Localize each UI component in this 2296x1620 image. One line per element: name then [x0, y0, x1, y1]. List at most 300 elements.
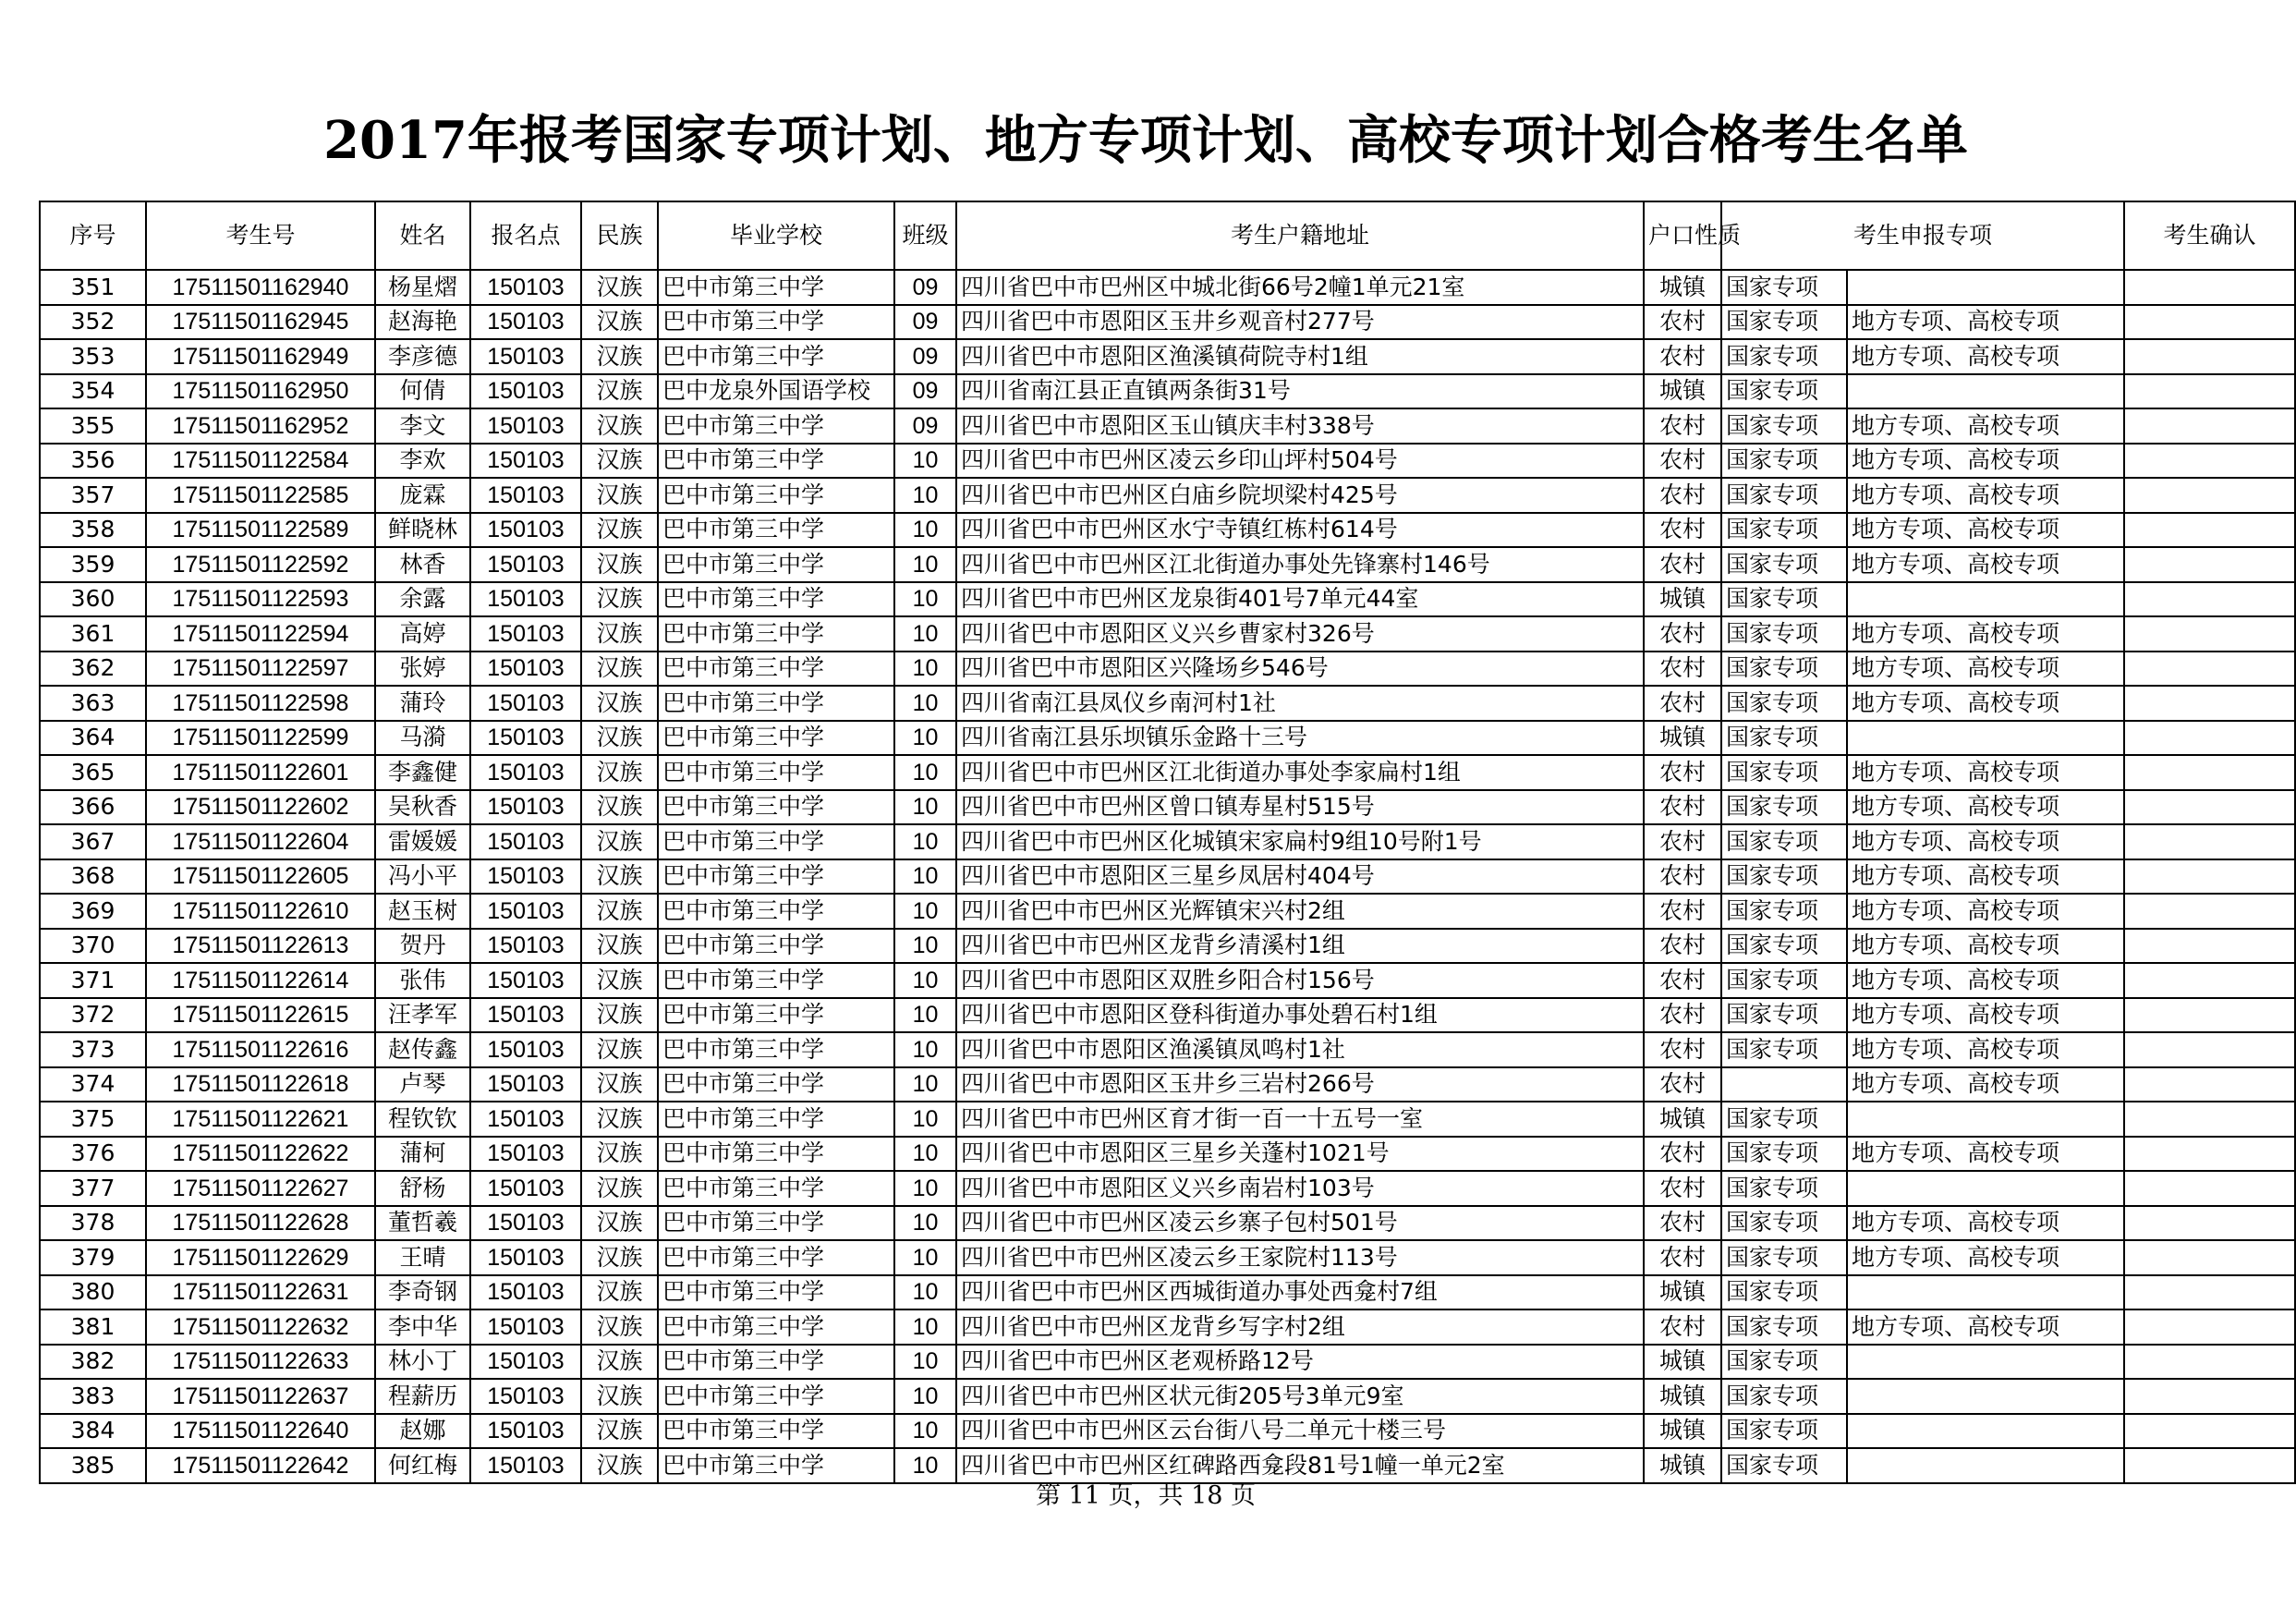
cell-class: 10	[894, 582, 956, 617]
cell-name: 蒲柯	[375, 1137, 470, 1172]
cell-address: 四川省巴中市恩阳区渔溪镇荷院寺村1组	[956, 339, 1644, 374]
cell-school: 巴中市第三中学	[658, 652, 894, 687]
cell-school: 巴中市第三中学	[658, 513, 894, 548]
cell-class: 10	[894, 686, 956, 721]
cell-seq: 356	[40, 444, 146, 479]
cell-plan-national: 国家专项	[1721, 1032, 1847, 1067]
cell-reg-point: 150103	[470, 305, 581, 340]
table-row	[40, 1102, 2295, 1137]
cell-plan-local: 地方专项、高校专项	[1847, 790, 2124, 825]
cell-plan-local: 地方专项、高校专项	[1847, 755, 2124, 790]
cell-seq: 355	[40, 408, 146, 444]
cell-hukou: 农村	[1644, 998, 1721, 1033]
cell-plan-local	[1847, 1102, 2124, 1137]
cell-reg-point: 150103	[470, 824, 581, 859]
cell-plan-national: 国家专项	[1721, 929, 1847, 964]
cell-class: 10	[894, 824, 956, 859]
cell-confirm	[2124, 1102, 2295, 1137]
cell-exam-no: 17511501122642	[146, 1448, 375, 1483]
cell-school: 巴中市第三中学	[658, 963, 894, 998]
table-row	[40, 963, 2295, 998]
cell-plan-national: 国家专项	[1721, 1206, 1847, 1241]
cell-name: 庞霖	[375, 478, 470, 513]
cell-plan-local	[1847, 1171, 2124, 1206]
cell-seq: 381	[40, 1309, 146, 1345]
cell-hukou: 农村	[1644, 1171, 1721, 1206]
cell-address: 四川省巴中市恩阳区渔溪镇凤鸣村1社	[956, 1032, 1644, 1067]
cell-seq: 382	[40, 1345, 146, 1380]
cell-reg-point: 150103	[470, 859, 581, 895]
cell-address: 四川省巴中市巴州区红碑路西龛段81号1幢一单元2室	[956, 1448, 1644, 1483]
cell-plan-local: 地方专项、高校专项	[1847, 1309, 2124, 1345]
cell-seq: 385	[40, 1448, 146, 1483]
cell-name: 张伟	[375, 963, 470, 998]
cell-confirm	[2124, 1240, 2295, 1275]
cell-exam-no: 17511501122592	[146, 547, 375, 582]
cell-plan-national: 国家专项	[1721, 1137, 1847, 1172]
cell-plan-local: 地方专项、高校专项	[1847, 547, 2124, 582]
cell-class: 09	[894, 339, 956, 374]
cell-plan-local	[1847, 1345, 2124, 1380]
cell-seq: 378	[40, 1206, 146, 1241]
cell-exam-no: 17511501122614	[146, 963, 375, 998]
cell-seq: 365	[40, 755, 146, 790]
cell-confirm	[2124, 1275, 2295, 1310]
cell-confirm	[2124, 998, 2295, 1033]
cell-class: 10	[894, 755, 956, 790]
cell-ethnicity: 汉族	[581, 616, 658, 652]
cell-seq: 362	[40, 652, 146, 687]
header-seq: 序号	[40, 201, 146, 270]
cell-exam-no: 17511501122613	[146, 929, 375, 964]
cell-exam-no: 17511501122631	[146, 1275, 375, 1310]
cell-address: 四川省巴中市恩阳区义兴乡曹家村326号	[956, 616, 1644, 652]
cell-class: 10	[894, 1379, 956, 1414]
cell-confirm	[2124, 686, 2295, 721]
cell-ethnicity: 汉族	[581, 444, 658, 479]
table-row	[40, 270, 2295, 305]
table-row	[40, 859, 2295, 895]
table-row	[40, 305, 2295, 340]
cell-confirm	[2124, 721, 2295, 756]
cell-class: 10	[894, 1345, 956, 1380]
cell-seq: 359	[40, 547, 146, 582]
cell-name: 吴秋香	[375, 790, 470, 825]
cell-exam-no: 17511501122601	[146, 755, 375, 790]
header-school: 毕业学校	[658, 201, 894, 270]
cell-address: 四川省巴中市巴州区西城街道办事处西龛村7组	[956, 1275, 1644, 1310]
cell-hukou: 农村	[1644, 547, 1721, 582]
cell-plan-national: 国家专项	[1721, 444, 1847, 479]
cell-name: 李中华	[375, 1309, 470, 1345]
cell-address: 四川省巴中市巴州区水宁寺镇红栋村614号	[956, 513, 1644, 548]
cell-ethnicity: 汉族	[581, 755, 658, 790]
cell-plan-national: 国家专项	[1721, 547, 1847, 582]
cell-confirm	[2124, 824, 2295, 859]
cell-plan-national: 国家专项	[1721, 790, 1847, 825]
cell-address: 四川省巴中市巴州区化城镇宋家扁村9组10号附1号	[956, 824, 1644, 859]
cell-seq: 364	[40, 721, 146, 756]
cell-hukou: 农村	[1644, 1137, 1721, 1172]
cell-hukou: 农村	[1644, 616, 1721, 652]
cell-confirm	[2124, 582, 2295, 617]
table-row	[40, 652, 2295, 687]
cell-hukou: 城镇	[1644, 721, 1721, 756]
table-row	[40, 616, 2295, 652]
cell-reg-point: 150103	[470, 963, 581, 998]
cell-school: 巴中市第三中学	[658, 582, 894, 617]
table-row	[40, 1379, 2295, 1414]
cell-hukou: 农村	[1644, 1067, 1721, 1102]
cell-school: 巴中市第三中学	[658, 1102, 894, 1137]
table-row	[40, 444, 2295, 479]
cell-class: 10	[894, 894, 956, 929]
table-row	[40, 1275, 2295, 1310]
cell-plan-local: 地方专项、高校专项	[1847, 859, 2124, 895]
cell-confirm	[2124, 444, 2295, 479]
cell-seq: 373	[40, 1032, 146, 1067]
cell-reg-point: 150103	[470, 1309, 581, 1345]
cell-exam-no: 17511501162949	[146, 339, 375, 374]
cell-seq: 379	[40, 1240, 146, 1275]
cell-seq: 376	[40, 1137, 146, 1172]
header-ethnicity: 民族	[581, 201, 658, 270]
cell-exam-no: 17511501122604	[146, 824, 375, 859]
cell-plan-national: 国家专项	[1721, 1240, 1847, 1275]
cell-class: 10	[894, 1032, 956, 1067]
cell-name: 贺丹	[375, 929, 470, 964]
cell-plan-local: 地方专项、高校专项	[1847, 686, 2124, 721]
cell-confirm	[2124, 929, 2295, 964]
cell-hukou: 城镇	[1644, 270, 1721, 305]
cell-name: 鲜晓林	[375, 513, 470, 548]
cell-class: 09	[894, 408, 956, 444]
cell-class: 10	[894, 547, 956, 582]
header-name: 姓名	[375, 201, 470, 270]
table-row	[40, 1137, 2295, 1172]
cell-hukou: 农村	[1644, 824, 1721, 859]
cell-plan-local: 地方专项、高校专项	[1847, 305, 2124, 340]
cell-seq: 367	[40, 824, 146, 859]
cell-reg-point: 150103	[470, 1102, 581, 1137]
cell-reg-point: 150103	[470, 374, 581, 409]
cell-ethnicity: 汉族	[581, 1309, 658, 1345]
cell-plan-national: 国家专项	[1721, 1275, 1847, 1310]
cell-ethnicity: 汉族	[581, 790, 658, 825]
cell-address: 四川省巴中市恩阳区三星乡关蓬村1021号	[956, 1137, 1644, 1172]
cell-plan-local: 地方专项、高校专项	[1847, 652, 2124, 687]
cell-hukou: 城镇	[1644, 582, 1721, 617]
cell-plan-national: 国家专项	[1721, 963, 1847, 998]
cell-hukou: 城镇	[1644, 1345, 1721, 1380]
cell-confirm	[2124, 1309, 2295, 1345]
cell-seq: 354	[40, 374, 146, 409]
cell-school: 巴中市第三中学	[658, 444, 894, 479]
cell-plan-local	[1847, 1379, 2124, 1414]
cell-plan-national: 国家专项	[1721, 1171, 1847, 1206]
cell-address: 四川省巴中市恩阳区三星乡凤居村404号	[956, 859, 1644, 895]
cell-seq: 384	[40, 1414, 146, 1449]
cell-address: 四川省南江县凤仪乡南河村1社	[956, 686, 1644, 721]
header-exam-no: 考生号	[146, 201, 375, 270]
cell-ethnicity: 汉族	[581, 963, 658, 998]
cell-seq: 383	[40, 1379, 146, 1414]
cell-exam-no: 17511501122618	[146, 1067, 375, 1102]
cell-reg-point: 150103	[470, 547, 581, 582]
cell-reg-point: 150103	[470, 1067, 581, 1102]
cell-plan-national: 国家专项	[1721, 1414, 1847, 1449]
cell-confirm	[2124, 478, 2295, 513]
cell-name: 余露	[375, 582, 470, 617]
cell-reg-point: 150103	[470, 721, 581, 756]
cell-plan-local	[1847, 582, 2124, 617]
cell-ethnicity: 汉族	[581, 1137, 658, 1172]
cell-confirm	[2124, 305, 2295, 340]
cell-reg-point: 150103	[470, 408, 581, 444]
cell-confirm	[2124, 1067, 2295, 1102]
cell-ethnicity: 汉族	[581, 1206, 658, 1241]
cell-plan-local	[1847, 721, 2124, 756]
cell-seq: 361	[40, 616, 146, 652]
cell-address: 四川省巴中市恩阳区双胜乡阳合村156号	[956, 963, 1644, 998]
cell-hukou: 农村	[1644, 339, 1721, 374]
cell-hukou: 农村	[1644, 790, 1721, 825]
cell-hukou: 农村	[1644, 444, 1721, 479]
cell-address: 四川省巴中市恩阳区玉井乡观音村277号	[956, 305, 1644, 340]
header-reg-point: 报名点	[470, 201, 581, 270]
cell-plan-national: 国家专项	[1721, 270, 1847, 305]
cell-ethnicity: 汉族	[581, 1379, 658, 1414]
cell-reg-point: 150103	[470, 1275, 581, 1310]
cell-class: 10	[894, 652, 956, 687]
cell-exam-no: 17511501162945	[146, 305, 375, 340]
table-row	[40, 755, 2295, 790]
cell-plan-local: 地方专项、高校专项	[1847, 824, 2124, 859]
table-row	[40, 721, 2295, 756]
cell-class: 09	[894, 374, 956, 409]
table-row	[40, 1240, 2295, 1275]
cell-seq: 366	[40, 790, 146, 825]
cell-ethnicity: 汉族	[581, 1345, 658, 1380]
cell-name: 卢琴	[375, 1067, 470, 1102]
cell-plan-national: 国家专项	[1721, 686, 1847, 721]
cell-exam-no: 17511501122585	[146, 478, 375, 513]
table-row	[40, 374, 2295, 409]
cell-name: 林小丁	[375, 1345, 470, 1380]
cell-plan-local: 地方专项、高校专项	[1847, 444, 2124, 479]
cell-class: 10	[894, 444, 956, 479]
cell-address: 四川省巴中市巴州区凌云乡印山坪村504号	[956, 444, 1644, 479]
cell-address: 四川省巴中市巴州区龙背乡清溪村1组	[956, 929, 1644, 964]
cell-hukou: 农村	[1644, 408, 1721, 444]
cell-school: 巴中市第三中学	[658, 1309, 894, 1345]
cell-class: 10	[894, 998, 956, 1033]
cell-seq: 357	[40, 478, 146, 513]
cell-hukou: 农村	[1644, 1032, 1721, 1067]
cell-confirm	[2124, 1032, 2295, 1067]
cell-plan-national: 国家专项	[1721, 824, 1847, 859]
cell-hukou: 农村	[1644, 1240, 1721, 1275]
table-row	[40, 1414, 2295, 1449]
cell-school: 巴中市第三中学	[658, 305, 894, 340]
cell-reg-point: 150103	[470, 1414, 581, 1449]
cell-reg-point: 150103	[470, 1448, 581, 1483]
cell-seq: 358	[40, 513, 146, 548]
cell-class: 10	[894, 1137, 956, 1172]
cell-school: 巴中市第三中学	[658, 408, 894, 444]
cell-seq: 368	[40, 859, 146, 895]
cell-school: 巴中市第三中学	[658, 1379, 894, 1414]
cell-class: 09	[894, 270, 956, 305]
cell-plan-local	[1847, 1275, 2124, 1310]
cell-reg-point: 150103	[470, 1137, 581, 1172]
cell-reg-point: 150103	[470, 790, 581, 825]
cell-name: 杨星熠	[375, 270, 470, 305]
cell-plan-national: 国家专项	[1721, 305, 1847, 340]
cell-reg-point: 150103	[470, 1379, 581, 1414]
cell-seq: 377	[40, 1171, 146, 1206]
cell-seq: 369	[40, 894, 146, 929]
cell-ethnicity: 汉族	[581, 1067, 658, 1102]
header-row	[40, 201, 2295, 270]
cell-ethnicity: 汉族	[581, 824, 658, 859]
table-row	[40, 1345, 2295, 1380]
cell-ethnicity: 汉族	[581, 339, 658, 374]
cell-reg-point: 150103	[470, 755, 581, 790]
cell-ethnicity: 汉族	[581, 1032, 658, 1067]
cell-plan-national: 国家专项	[1721, 755, 1847, 790]
cell-school: 巴中市第三中学	[658, 998, 894, 1033]
cell-address: 四川省巴中市巴州区江北街道办事处先锋寨村146号	[956, 547, 1644, 582]
cell-confirm	[2124, 547, 2295, 582]
table-row	[40, 929, 2295, 964]
cell-address: 四川省巴中市恩阳区义兴乡南岩村103号	[956, 1171, 1644, 1206]
cell-name: 李文	[375, 408, 470, 444]
cell-class: 10	[894, 1275, 956, 1310]
cell-plan-national: 国家专项	[1721, 1102, 1847, 1137]
cell-ethnicity: 汉族	[581, 652, 658, 687]
cell-plan-local: 地方专项、高校专项	[1847, 339, 2124, 374]
cell-address: 四川省巴中市巴州区凌云乡寨子包村501号	[956, 1206, 1644, 1241]
cell-plan-national: 国家专项	[1721, 408, 1847, 444]
cell-plan-local	[1847, 1414, 2124, 1449]
cell-exam-no: 17511501122640	[146, 1414, 375, 1449]
cell-exam-no: 17511501122622	[146, 1137, 375, 1172]
table-row	[40, 1309, 2295, 1345]
cell-hukou: 农村	[1644, 478, 1721, 513]
cell-confirm	[2124, 1414, 2295, 1449]
cell-confirm	[2124, 1345, 2295, 1380]
cell-seq: 353	[40, 339, 146, 374]
cell-class: 10	[894, 1206, 956, 1241]
cell-plan-local: 地方专项、高校专项	[1847, 894, 2124, 929]
cell-exam-no: 17511501122597	[146, 652, 375, 687]
cell-seq: 380	[40, 1275, 146, 1310]
cell-hukou: 农村	[1644, 929, 1721, 964]
cell-plan-national: 国家专项	[1721, 998, 1847, 1033]
cell-ethnicity: 汉族	[581, 547, 658, 582]
cell-reg-point: 150103	[470, 1345, 581, 1380]
cell-address: 四川省巴中市恩阳区兴隆场乡546号	[956, 652, 1644, 687]
cell-plan-national: 国家专项	[1721, 616, 1847, 652]
cell-ethnicity: 汉族	[581, 721, 658, 756]
cell-exam-no: 17511501122598	[146, 686, 375, 721]
cell-plan-national: 国家专项	[1721, 894, 1847, 929]
cell-name: 李彦德	[375, 339, 470, 374]
cell-address: 四川省巴中市巴州区中城北街66号2幢1单元21室	[956, 270, 1644, 305]
cell-confirm	[2124, 339, 2295, 374]
cell-plan-local: 地方专项、高校专项	[1847, 963, 2124, 998]
table-row	[40, 790, 2295, 825]
cell-hukou: 农村	[1644, 305, 1721, 340]
cell-class: 10	[894, 721, 956, 756]
cell-hukou: 农村	[1644, 1309, 1721, 1345]
candidate-table	[39, 201, 2296, 1484]
cell-reg-point: 150103	[470, 513, 581, 548]
header-address: 考生户籍地址	[956, 201, 1644, 270]
cell-hukou: 城镇	[1644, 1102, 1721, 1137]
cell-confirm	[2124, 652, 2295, 687]
cell-plan-national: 国家专项	[1721, 1379, 1847, 1414]
cell-name: 李鑫健	[375, 755, 470, 790]
cell-address: 四川省南江县正直镇两条街31号	[956, 374, 1644, 409]
cell-plan-local: 地方专项、高校专项	[1847, 929, 2124, 964]
cell-ethnicity: 汉族	[581, 478, 658, 513]
cell-plan-local: 地方专项、高校专项	[1847, 1137, 2124, 1172]
cell-school: 巴中市第三中学	[658, 755, 894, 790]
cell-school: 巴中市第三中学	[658, 1345, 894, 1380]
cell-school: 巴中市第三中学	[658, 1206, 894, 1241]
cell-plan-national: 国家专项	[1721, 1345, 1847, 1380]
cell-address: 四川省巴中市巴州区光辉镇宋兴村2组	[956, 894, 1644, 929]
cell-plan-local: 地方专项、高校专项	[1847, 616, 2124, 652]
cell-hukou: 城镇	[1644, 1275, 1721, 1310]
cell-school: 巴中市第三中学	[658, 1067, 894, 1102]
table-row	[40, 513, 2295, 548]
cell-seq: 360	[40, 582, 146, 617]
table-row	[40, 582, 2295, 617]
cell-class: 10	[894, 859, 956, 895]
cell-seq: 375	[40, 1102, 146, 1137]
cell-reg-point: 150103	[470, 582, 581, 617]
cell-plan-national: 国家专项	[1721, 582, 1847, 617]
cell-class: 10	[894, 1309, 956, 1345]
cell-name: 李欢	[375, 444, 470, 479]
cell-ethnicity: 汉族	[581, 270, 658, 305]
table-row	[40, 1206, 2295, 1241]
cell-school: 巴中龙泉外国语学校	[658, 374, 894, 409]
cell-address: 四川省巴中市巴州区白庙乡院坝梁村425号	[956, 478, 1644, 513]
header-confirm: 考生确认	[2124, 201, 2295, 270]
cell-plan-national: 国家专项	[1721, 1309, 1847, 1345]
cell-exam-no: 17511501122584	[146, 444, 375, 479]
cell-plan-national: 国家专项	[1721, 1448, 1847, 1483]
cell-ethnicity: 汉族	[581, 1414, 658, 1449]
cell-hukou: 农村	[1644, 755, 1721, 790]
cell-hukou: 农村	[1644, 513, 1721, 548]
cell-plan-local	[1847, 270, 2124, 305]
cell-school: 巴中市第三中学	[658, 894, 894, 929]
cell-reg-point: 150103	[470, 478, 581, 513]
cell-plan-local	[1847, 374, 2124, 409]
cell-confirm	[2124, 616, 2295, 652]
cell-class: 10	[894, 1102, 956, 1137]
cell-confirm	[2124, 894, 2295, 929]
cell-plan-national: 国家专项	[1721, 339, 1847, 374]
cell-name: 蒲玲	[375, 686, 470, 721]
cell-seq: 374	[40, 1067, 146, 1102]
cell-school: 巴中市第三中学	[658, 1414, 894, 1449]
